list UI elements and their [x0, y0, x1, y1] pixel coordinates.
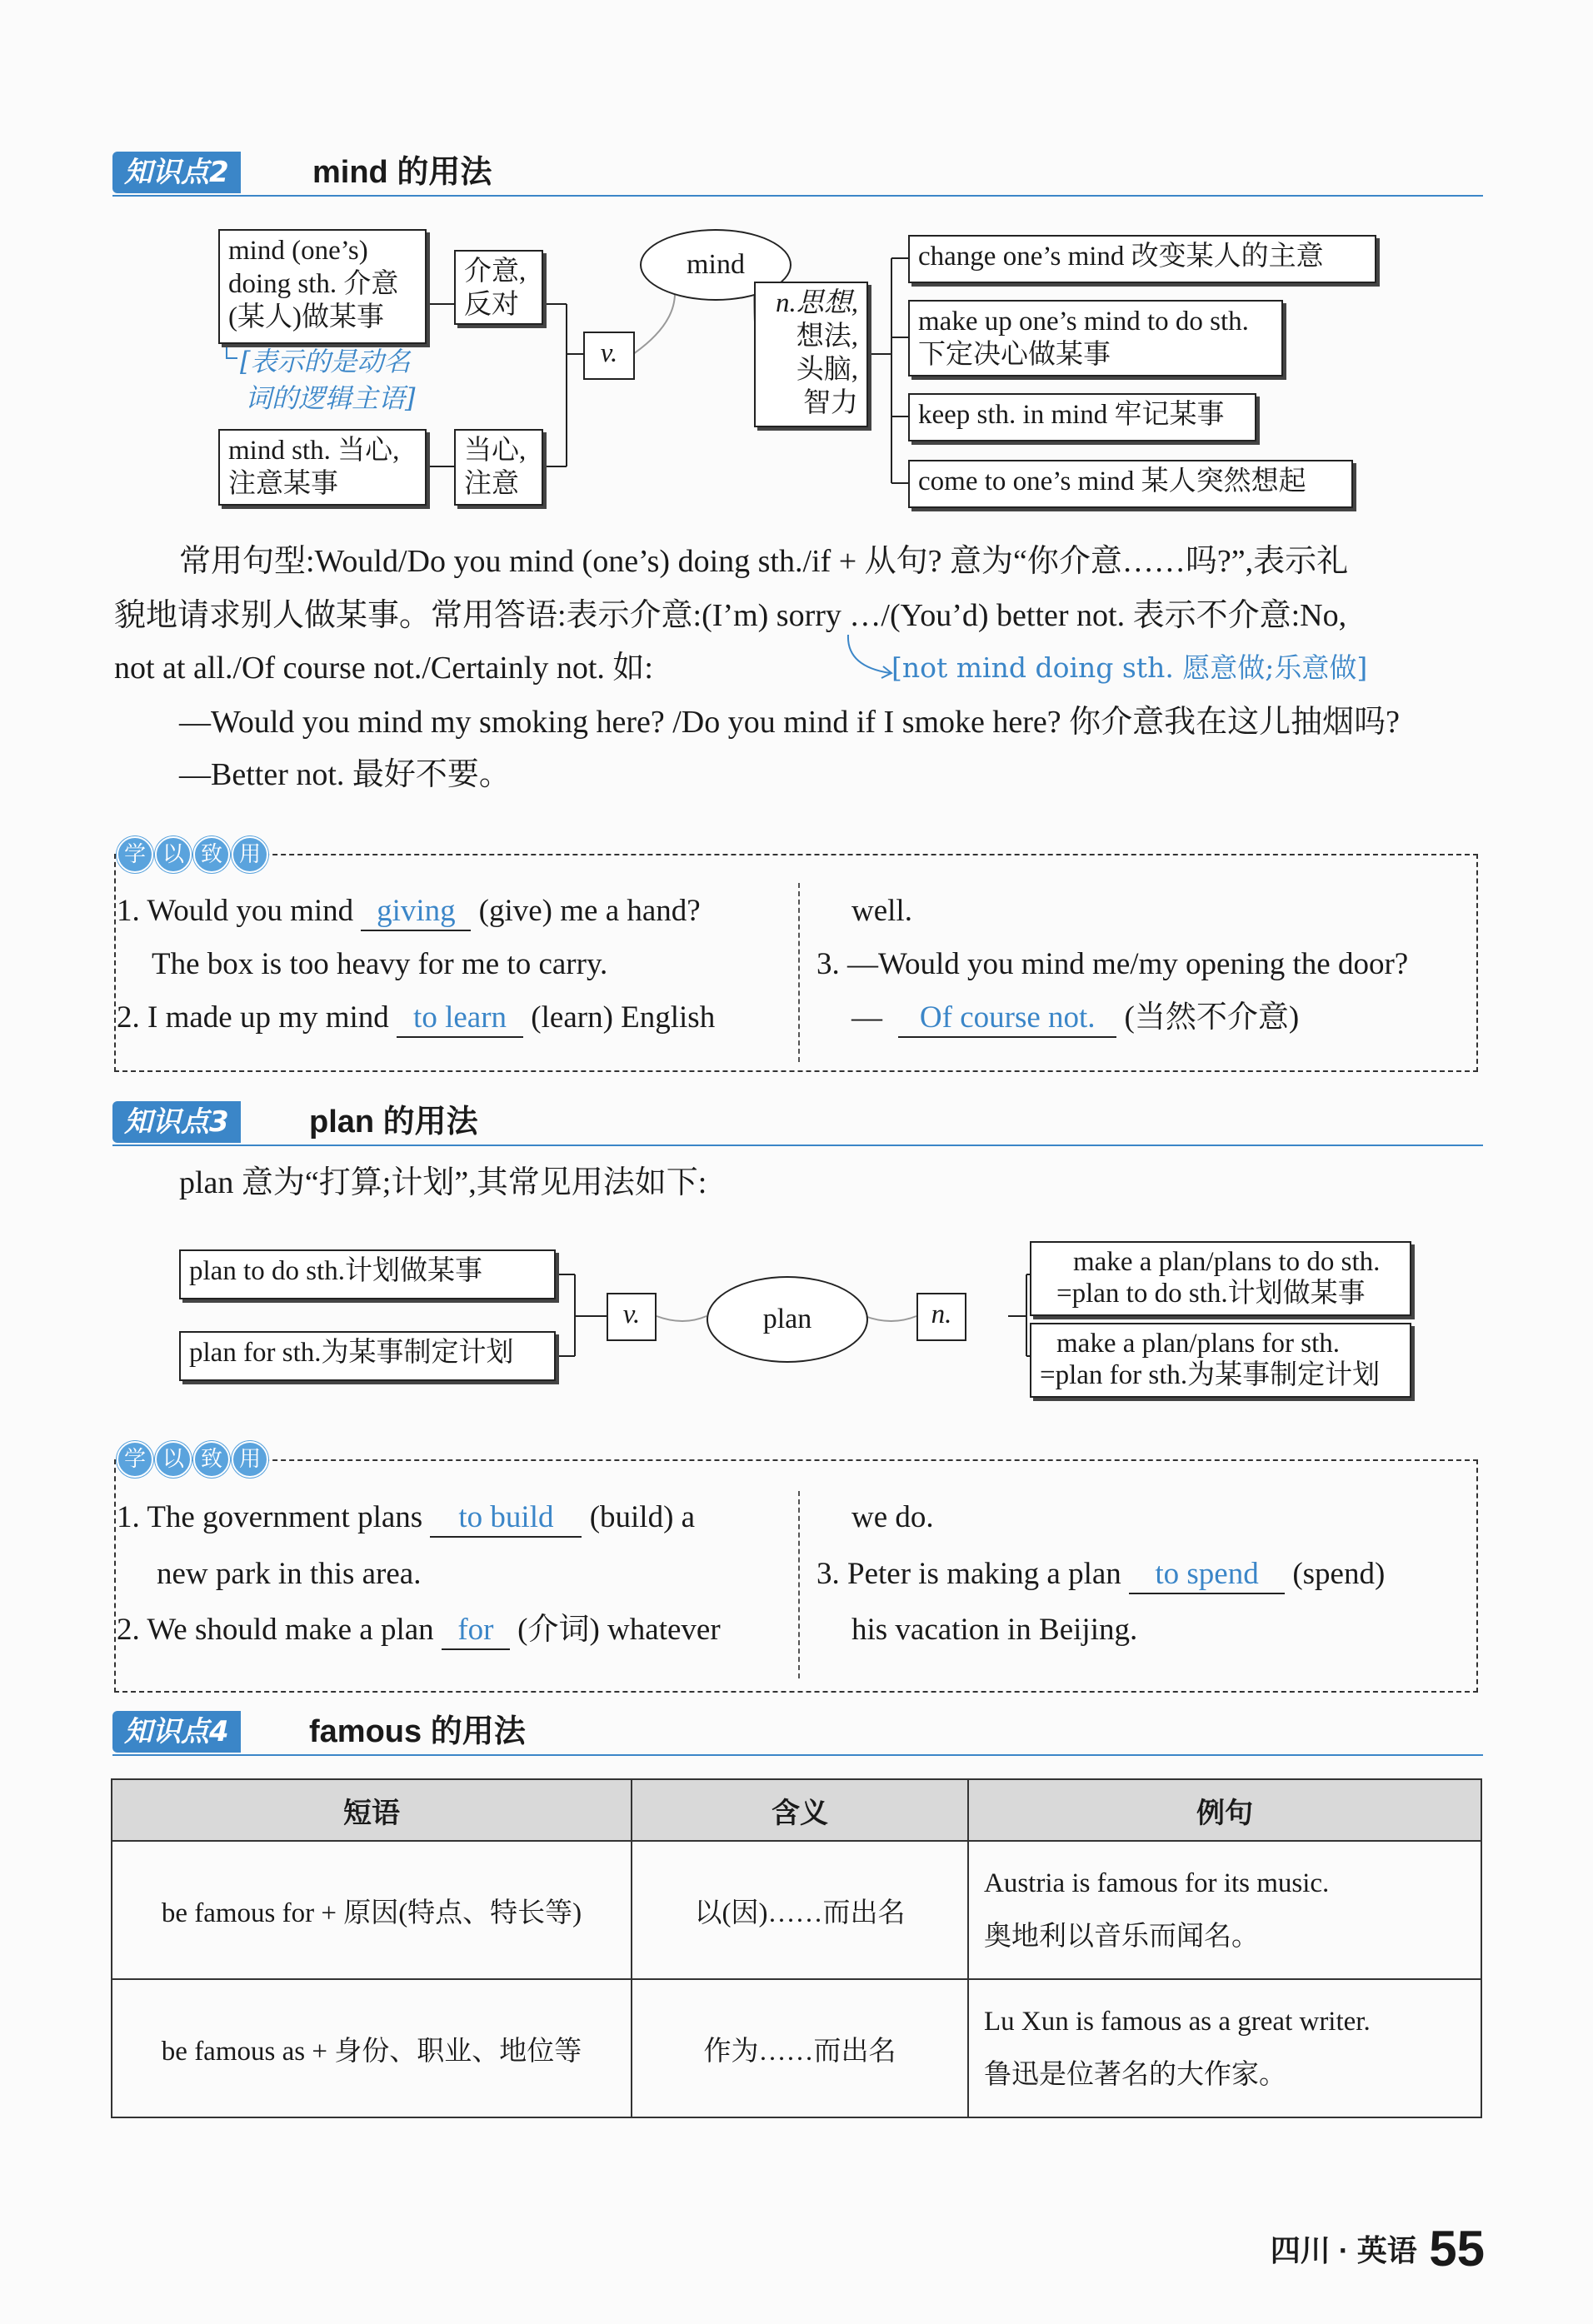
question-text: (build) a [589, 1500, 696, 1534]
mind-doing-box [218, 229, 427, 344]
box-line: 注意 [464, 469, 519, 499]
answer-blank[interactable]: to learn [397, 1000, 523, 1038]
box-line: 注意某事 [228, 469, 338, 499]
mind-noun-box [754, 282, 868, 427]
phrase-make-up-mind [908, 300, 1283, 377]
box-line: doing sth. 介意 [228, 269, 399, 299]
phrase-come-to-mind: come to one’s mind 某人突然想起 [908, 460, 1353, 508]
box-line: 下定决心做某事 [918, 340, 1111, 370]
make-plan-for-box [1030, 1323, 1411, 1398]
answer-blank[interactable]: Of course not. [898, 1000, 1116, 1038]
example-cn: 奥地利以音乐而闻名。 [984, 1922, 1259, 1952]
example-cell [968, 1841, 1481, 1979]
phrase-change-mind: change one’s mind 改变某人的主意 [908, 235, 1376, 283]
exercise-tag [117, 836, 268, 873]
box-line: make a plan/plans for sth. [1056, 1329, 1340, 1359]
exercise-q2-cont: well. [851, 894, 912, 928]
exercise-plan-q3-cont: his vacation in Beijing. [851, 1613, 1138, 1647]
question-text: 2. I made up my mind [117, 1000, 389, 1035]
exercise-plan-q1 [117, 1499, 695, 1538]
make-plan-to-do-box [1030, 1241, 1411, 1316]
answer-blank[interactable]: to spend [1129, 1556, 1285, 1594]
exercise-q2 [117, 1000, 715, 1038]
question-text: (当然不介意) [1124, 1000, 1300, 1035]
tag-char: 致 [193, 1441, 230, 1478]
box-line: 智力 [803, 388, 858, 418]
plan-for-box: plan for sth.为某事制定计划 [179, 1331, 556, 1381]
box-line: make a plan/plans to do sth. [1073, 1247, 1381, 1277]
footer-region: 四川 · 英语 [1270, 2233, 1417, 2267]
tag-char: 以 [155, 836, 192, 873]
note-line: 词的逻辑主语] [245, 382, 416, 414]
question-text: 2. We should make a plan [117, 1613, 434, 1647]
gerund-subject-note [240, 343, 416, 416]
note-line: [表示的是动名 [240, 346, 411, 377]
section-header-plan [112, 1098, 1483, 1148]
box-line: n.思想, [776, 288, 858, 318]
mind-center-node: mind [640, 229, 792, 301]
mind-usage-line-1: 常用句型:Would/Do you mind (one’s) doing sth./if + 从句? 意为“你介意……吗?”,表示礼 [179, 544, 1349, 579]
section-title: famous 的用法 [309, 1714, 526, 1749]
mind-usage-line-2: 貌地请求别人做某事。常用答语:表示介意:(I’m) sorry …/(You’d) better not. 表示不介意:No, [114, 598, 1347, 633]
question-text: 1. Would you mind [117, 894, 354, 928]
section-badge: 知识点3 [112, 1101, 241, 1143]
section-underline [112, 1145, 1483, 1146]
answer-blank[interactable]: giving [361, 893, 471, 931]
box-line: 头脑, [796, 355, 858, 385]
not-mind-note: [not mind doing sth. 愿意做;乐意做] [891, 651, 1368, 684]
example-en: Lu Xun is famous as a great writer. [984, 2007, 1371, 2037]
box-line: 当心, [464, 436, 527, 466]
box-line: (某人)做某事 [228, 302, 384, 332]
section-title: plan 的用法 [309, 1105, 478, 1140]
mind-meaning-careful-box [454, 429, 543, 506]
section-badge: 知识点4 [112, 1711, 241, 1753]
phrase-cell: be famous as + 身份、职业、地位等 [112, 1979, 632, 2117]
plan-verb-label: v. [607, 1293, 657, 1341]
mind-meaning-object-box [454, 250, 543, 325]
plan-intro: plan 意为“打算;计划”,其常见用法如下: [179, 1165, 707, 1200]
column-header: 含义 [632, 1779, 968, 1841]
meaning-cell: 以(因)……而出名 [632, 1841, 968, 1979]
phrase-keep-in-mind: keep sth. in mind 牢记某事 [908, 393, 1256, 441]
exercise-plan-q1-cont: new park in this area. [157, 1557, 422, 1591]
exercise-q3: 3. —Would you mind me/my opening the door? [816, 947, 1409, 981]
page-number: 55 [1429, 2221, 1485, 2277]
answer-blank[interactable]: to build [430, 1499, 582, 1538]
question-text: (介词) whatever [517, 1613, 721, 1647]
tag-char: 用 [232, 836, 268, 873]
box-line: 想法, [796, 322, 858, 352]
answer-blank[interactable]: for [442, 1612, 510, 1650]
page-footer [1271, 2220, 1485, 2277]
column-header: 例句 [968, 1779, 1481, 1841]
example-cn: 鲁迅是位著名的大作家。 [984, 2060, 1286, 2090]
question-text: — [851, 1000, 882, 1035]
box-line: 反对 [464, 290, 519, 320]
exercise-plan-q3 [816, 1556, 1385, 1594]
exercise-divider [798, 883, 800, 1062]
exercise-plan-q2 [117, 1612, 721, 1650]
plan-to-do-box: plan to do sth.计划做某事 [179, 1249, 556, 1299]
question-text: 1. The government plans [117, 1500, 423, 1534]
tag-char: 学 [117, 836, 153, 873]
example-en: Austria is famous for its music. [984, 1868, 1330, 1898]
box-line: mind (one’s) [228, 236, 368, 266]
example-cell [968, 1979, 1481, 2117]
mind-usage-line-3: not at all./Of course not./Certainly not. 如: [114, 651, 653, 686]
tag-char: 用 [232, 1441, 268, 1478]
question-text: (spend) [1292, 1557, 1386, 1591]
box-line: =plan for sth.为某事制定计划 [1040, 1360, 1381, 1390]
exercise-q1-cont: The box is too heavy for me to carry. [152, 947, 608, 981]
exercise-plan-q2-cont: we do. [851, 1500, 934, 1534]
box-line: make up one’s mind to do sth. [918, 307, 1249, 337]
mind-verb-label: v. [583, 332, 635, 380]
exercise-q1 [117, 893, 701, 931]
exercise-tag [117, 1441, 268, 1478]
phrase-cell: be famous for + 原因(特点、特长等) [112, 1841, 632, 1979]
column-header: 短语 [112, 1779, 632, 1841]
question-text: (give) me a hand? [478, 894, 701, 928]
question-text: 3. Peter is making a plan [816, 1557, 1121, 1591]
question-text: (learn) English [531, 1000, 716, 1035]
section-title: mind 的用法 [312, 155, 492, 190]
table-header-row [112, 1779, 1481, 1841]
tag-char: 以 [155, 1441, 192, 1478]
table-row [112, 1841, 1481, 1979]
box-line: mind sth. 当心, [228, 436, 400, 466]
tag-char: 致 [193, 836, 230, 873]
meaning-cell: 作为……而出名 [632, 1979, 968, 2117]
exercise-divider [798, 1491, 800, 1678]
exercise-q3-answer [851, 1000, 1299, 1038]
mind-sth-box [218, 429, 427, 506]
section-underline [112, 1754, 1483, 1756]
table-row [112, 1979, 1481, 2117]
plan-noun-label: n. [916, 1293, 966, 1341]
section-badge: 知识点2 [112, 152, 241, 193]
famous-usage-table [111, 1778, 1482, 2118]
tag-char: 学 [117, 1441, 153, 1478]
section-header-famous [112, 1708, 1483, 1758]
mind-example-1: —Would you mind my smoking here? /Do you mind if I smoke here? 你介意我在这儿抽烟吗? [179, 705, 1401, 740]
plan-center-node: plan [707, 1276, 868, 1363]
box-line: 介意, [464, 257, 527, 287]
mind-example-2: —Better not. 最好不要。 [179, 757, 511, 792]
box-line: =plan to do sth.计划做某事 [1056, 1279, 1366, 1309]
